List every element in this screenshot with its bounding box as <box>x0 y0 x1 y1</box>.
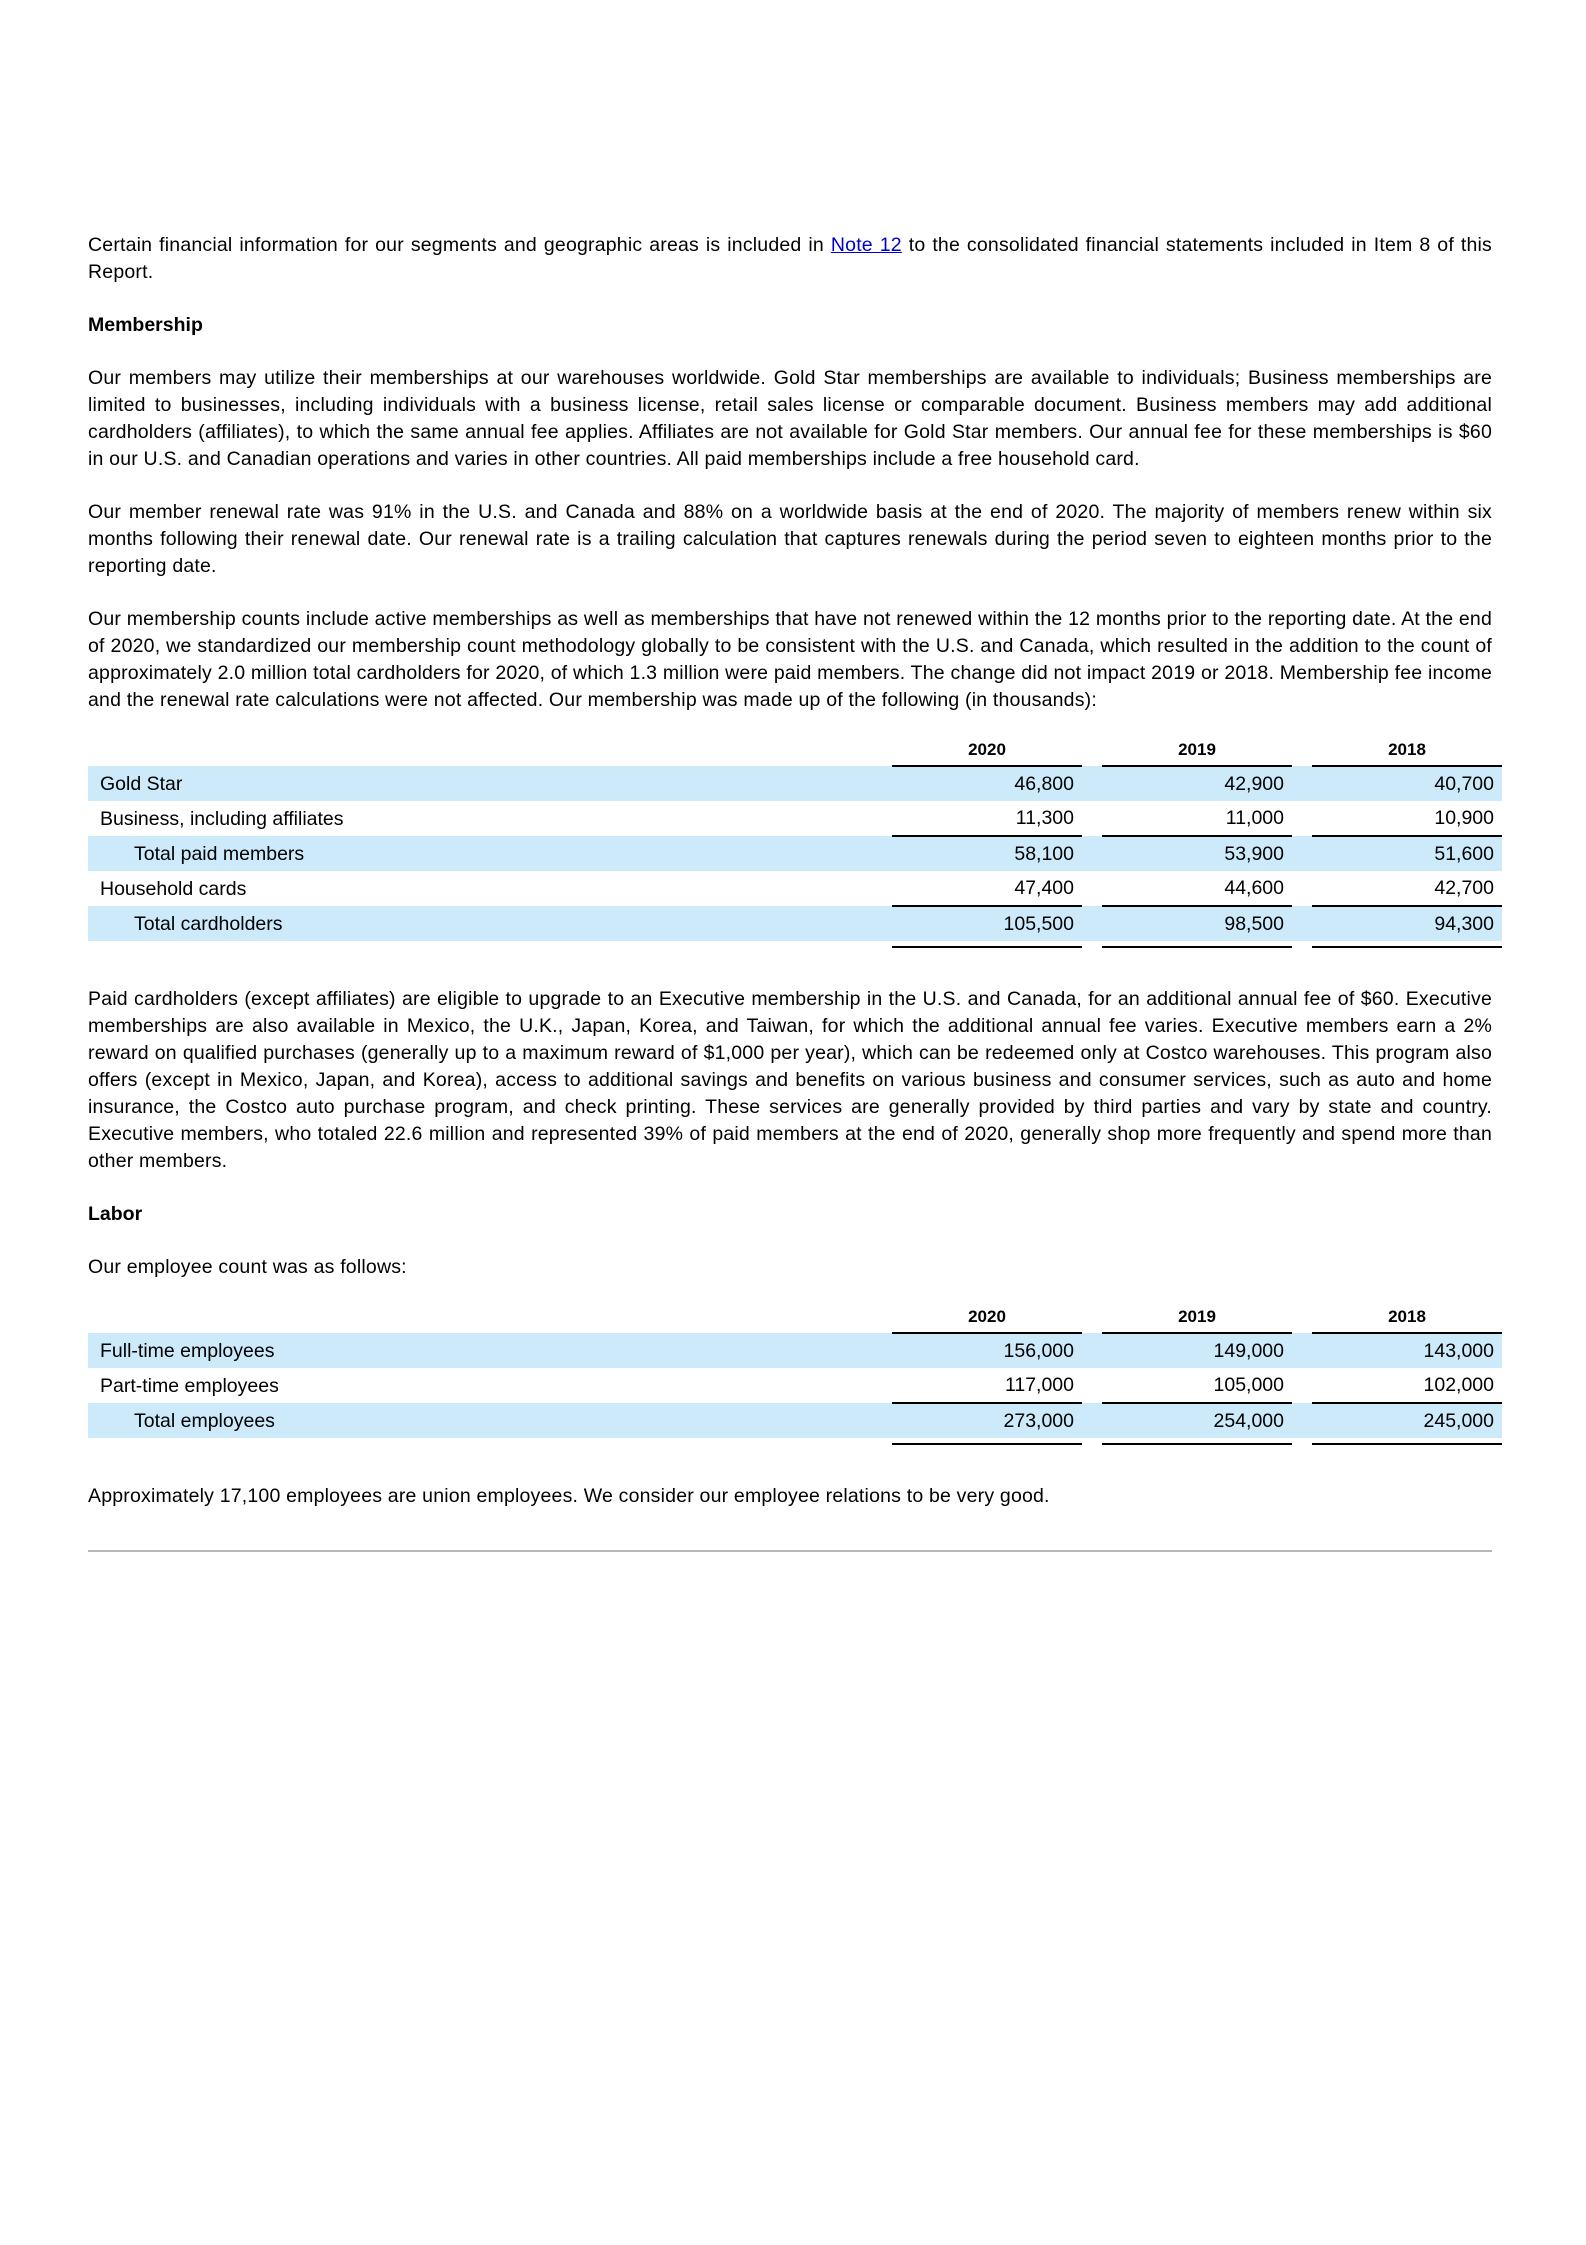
labor-cell-1-2018: 102,000 <box>1423 1374 1494 1396</box>
membership-cell-2-2019: 53,900 <box>1102 836 1292 871</box>
table-row <box>88 1368 1502 1403</box>
labor-paragraph-1: Our employee count was as follows: <box>88 1256 407 1278</box>
membership-cell-0-2018: 40,700 <box>1312 766 1502 801</box>
membership-cell-0-2020: 46,800 <box>892 766 1082 801</box>
labor-row-label-0: Full-time employees <box>88 1333 872 1368</box>
intro-paragraph <box>88 232 1492 286</box>
labor-cell-2-2018: 245,000 <box>1312 1403 1502 1438</box>
labor-header-2019: 2019 <box>1178 1307 1216 1326</box>
labor-row-label-2: Total employees <box>88 1403 872 1438</box>
membership-cell-3-2018: 42,700 <box>1434 877 1494 899</box>
labor-table-header-row <box>88 1307 1502 1333</box>
membership-cell-3-2020: 47,400 <box>1014 877 1074 899</box>
membership-table <box>88 740 1502 960</box>
membership-row-label-4: Total cardholders <box>88 906 872 941</box>
table-row <box>88 906 1502 941</box>
membership-table-head <box>88 740 1502 766</box>
labor-row-label-1: Part-time employees <box>100 1375 279 1397</box>
membership-row-label-2: Total paid members <box>88 836 872 871</box>
labor-table <box>88 1307 1502 1457</box>
labor-table-bottom-spacer <box>88 1438 1502 1457</box>
membership-cell-1-2020: 11,300 <box>1015 807 1074 829</box>
membership-row-label-3: Household cards <box>100 878 247 900</box>
labor-table-body <box>88 1333 1502 1457</box>
membership-cell-4-2019: 98,500 <box>1102 906 1292 941</box>
labor-cell-1-2020: 117,000 <box>1004 1374 1074 1396</box>
membership-paragraph-3: Our membership counts include active memberships as well as memberships that have not renewed within the 12 months prior to the reporting date. At the end of 2020, we standardized our membership count methodology globally to be consistent with the U.S. and Canada, which resulted in the addition to the count of approximately 2.0 million total cardholders for 2020, of which 1.3 million were paid members. The change did not impact 2019 or 2018. Membership fee income and the renewal rate calculations were not affected. Our membership was made up of the following (in thousands): <box>88 608 1492 711</box>
page-content <box>88 232 1492 1552</box>
membership-paragraph-1: Our members may utilize their memberships at our warehouses worldwide. Gold Star memberships are available to individuals; Business memberships are limited to businesses, including individuals with a business license, retail sales license or comparable document. Business members may add additional cardholders (affiliates), to which the same annual fee applies. Affiliates are not available for Gold Star members. Our annual fee for these memberships is $60 in our U.S. and Canadian operations and varies in other countries. All paid memberships include a free household card. <box>88 367 1492 470</box>
page-footer-divider <box>88 1550 1492 1552</box>
membership-cell-1-2019: 11,000 <box>1225 807 1284 829</box>
labor-header-2020: 2020 <box>968 1307 1006 1326</box>
labor-cell-0-2018: 143,000 <box>1312 1333 1502 1368</box>
labor-paragraph-2: Approximately 17,100 employees are union employees. We consider our employee relations to be very good. <box>88 1485 1050 1507</box>
membership-row-label-0: Gold Star <box>88 766 872 801</box>
labor-cell-0-2019: 149,000 <box>1102 1333 1292 1368</box>
membership-header-2019: 2019 <box>1178 740 1216 759</box>
labor-cell-2-2020: 273,000 <box>892 1403 1082 1438</box>
table-row <box>88 1333 1502 1368</box>
labor-table-head <box>88 1307 1502 1333</box>
membership-header-2018: 2018 <box>1388 740 1426 759</box>
membership-cell-4-2018: 94,300 <box>1312 906 1502 941</box>
intro-text-before-link: Certain financial information for our segments and geographic areas is included in <box>88 234 831 256</box>
membership-row-label-1: Business, including affiliates <box>100 808 344 830</box>
membership-heading: Membership <box>88 314 203 336</box>
table-row <box>88 766 1502 801</box>
membership-header-2020: 2020 <box>968 740 1006 759</box>
labor-cell-0-2020: 156,000 <box>892 1333 1082 1368</box>
membership-cell-2-2020: 58,100 <box>892 836 1082 871</box>
labor-heading: Labor <box>88 1203 143 1225</box>
membership-table-header-row <box>88 740 1502 766</box>
labor-header-blank <box>88 1307 872 1333</box>
table-row <box>88 1403 1502 1438</box>
membership-cell-4-2020: 105,500 <box>892 906 1082 941</box>
membership-paragraph-4: Paid cardholders (except affiliates) are eligible to upgrade to an Executive membership in the U.S. and Canada, for an additional annual fee of $60. Executive memberships are also available in Mexico, the U.K., Japan, Korea, and Taiwan, for which the additional annual fee varies. Executive members earn a 2% reward on qualified purchases (generally up to a maximum reward of $1,000 per year), which can be redeemed only at Costco warehouses. This program also offers (except in Mexico, Japan, and Korea), access to additional savings and benefits on various business and consumer services, such as auto and home insurance, the Costco auto purchase program, and check printing. These services are generally provided by third parties and vary by state and country. Executive members, who totaled 22.6 million and represented 39% of paid members at the end of 2020, generally shop more frequently and spend more than other members. <box>88 988 1492 1172</box>
labor-table-wrapper <box>88 1307 1492 1457</box>
intro-text-after-link: to the consolidated financial statements included in Item 8 of this Report. <box>88 234 1492 283</box>
membership-table-body <box>88 766 1502 960</box>
membership-cell-1-2018: 10,900 <box>1434 807 1494 829</box>
membership-cell-3-2019: 44,600 <box>1224 877 1284 899</box>
labor-header-2018: 2018 <box>1388 1307 1426 1326</box>
labor-cell-1-2019: 105,000 <box>1213 1374 1284 1396</box>
membership-table-bottom-spacer <box>88 941 1502 960</box>
table-row <box>88 871 1502 906</box>
membership-cell-0-2019: 42,900 <box>1102 766 1292 801</box>
membership-table-wrapper <box>88 740 1492 960</box>
table-row <box>88 836 1502 871</box>
labor-cell-2-2019: 254,000 <box>1102 1403 1292 1438</box>
membership-paragraph-2: Our member renewal rate was 91% in the U.S. and Canada and 88% on a worldwide basis at the end of 2020. The majority of members renew within six months following their renewal date. Our renewal rate is a trailing calculation that captures renewals during the period seven to eighteen months prior to the reporting date. <box>88 501 1492 577</box>
membership-cell-2-2018: 51,600 <box>1312 836 1502 871</box>
note-12-link[interactable]: Note 12 <box>830 234 902 256</box>
table-row <box>88 801 1502 836</box>
membership-header-blank <box>88 740 872 766</box>
